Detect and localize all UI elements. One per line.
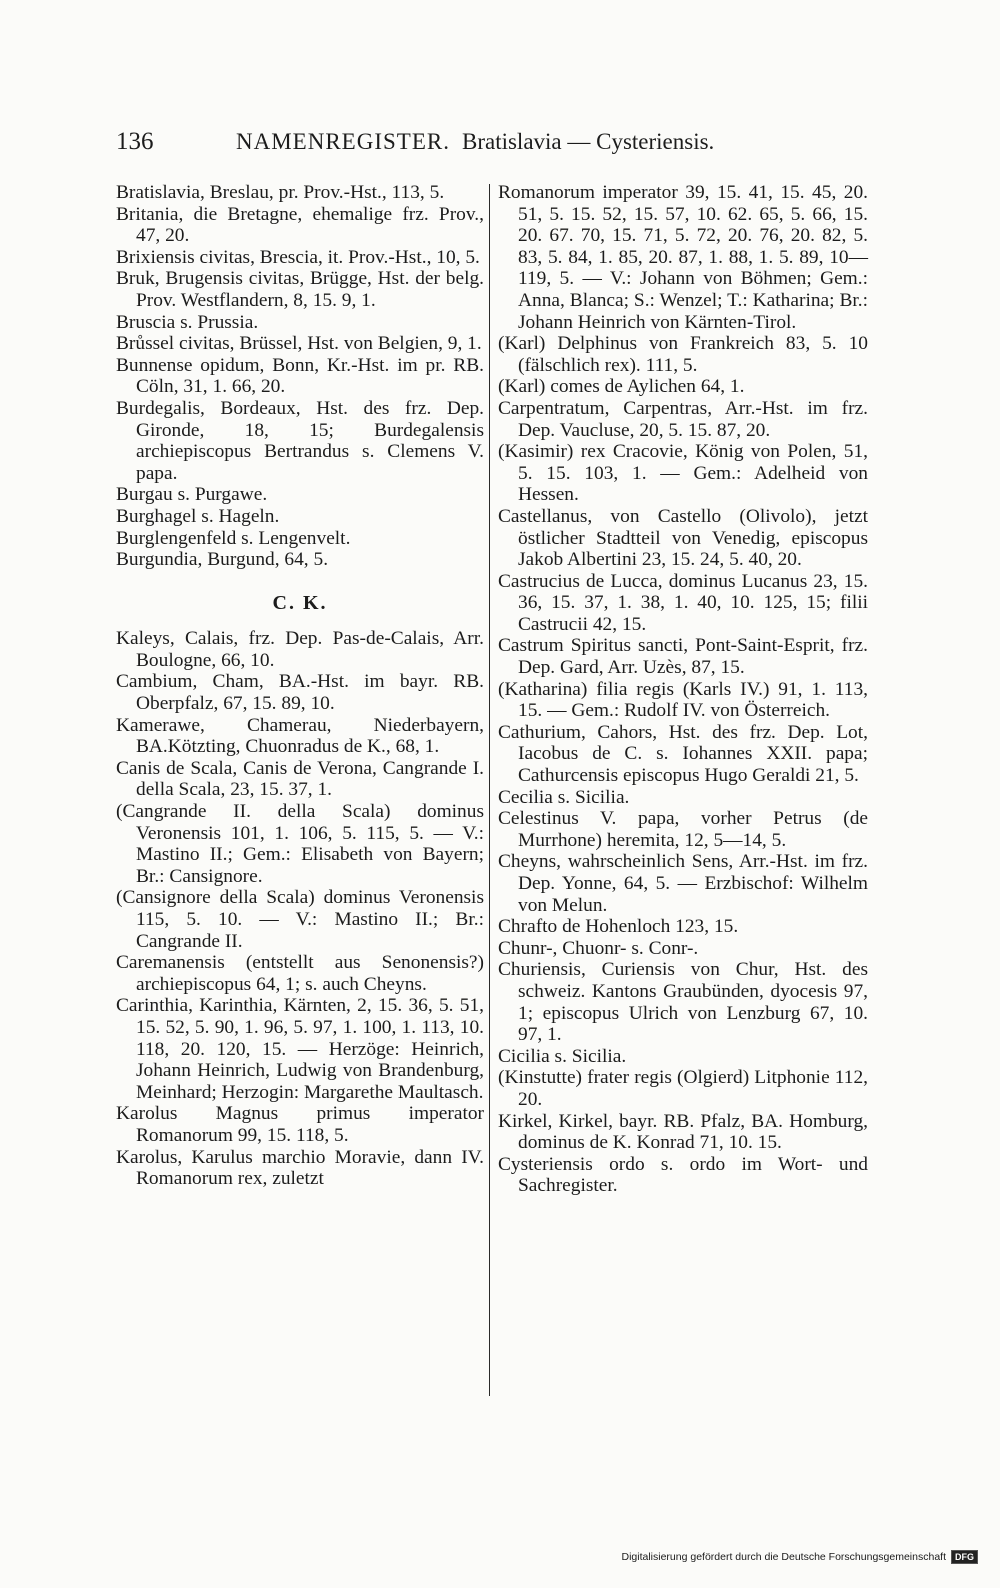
index-entry: Britania, die Bretagne, ehemalige frz. Prov., 47, 20.	[116, 203, 484, 247]
index-entry: Brůssel civitas, Brüssel, Hst. von Belgien, 9, 1.	[116, 333, 482, 355]
index-entry: Burgau s. Purgawe.	[116, 484, 268, 506]
index-entry: Canis de Scala, Canis de Verona, Cangrande I. della Scala, 23, 15. 37, 1.	[116, 757, 484, 801]
index-entry: Brixiensis civitas, Brescia, it. Prov.-Hst., 10, 5.	[116, 246, 480, 268]
index-entry: Cheyns, wahrscheinlich Sens, Arr.-Hst. im frz. Dep. Yonne, 64, 5. — Erzbischof: Wilhelm von Melun.	[498, 851, 868, 916]
index-entry: Bratislavia, Breslau, pr. Prov.-Hst., 113, 5.	[116, 182, 445, 203]
right-column	[498, 182, 868, 1197]
index-entry: Cathurium, Cahors, Hst. des frz. Dep. Lot, Iacobus de C. s. Iohannes XXII. papa; Cathurcensis episcopus Hugo Geraldi 21, 5.	[498, 721, 868, 787]
index-entry: Cicilia s. Sicilia.	[498, 1045, 627, 1067]
left-column-entries-b	[116, 182, 484, 571]
index-entry: (Cangrande II. della Scala) dominus Veronensis 101, 1. 106, 5. 115, 5. — V.: Mastino II.; Gem.: Elisabeth von Bayern; Br.: Cansignore.	[116, 801, 484, 887]
page-header	[116, 128, 868, 156]
index-entry: Carpentratum, Carpentras, Arr.-Hst. im frz. Dep. Vaucluse, 20, 5. 15. 87, 20.	[498, 397, 868, 441]
index-entry: Bruk, Brugensis civitas, Brügge, Hst. der belg. Prov. Westflandern, 8, 15. 9, 1.	[116, 268, 484, 311]
index-entry: Castellanus, von Castello (Olivolo), jetzt östlicher Stadtteil von Venedig, episcopus Jakob Albertini 23, 15. 24, 5. 40, 20.	[498, 505, 868, 571]
index-entry: Kaleys, Calais, frz. Dep. Pas-de-Calais, Arr. Boulogne, 66, 10.	[116, 628, 484, 671]
index-entry: (Karl) Delphinus von Frankreich 83, 5. 10 (fälschlich rex). 111, 5.	[498, 333, 868, 376]
section-heading: C. K.	[272, 591, 328, 614]
index-entry: (Karl) comes de Aylichen 64, 1.	[498, 376, 745, 398]
funding-credit: Digitalisierung gefördert durch die Deutsche Forschungsgemeinschaft	[621, 1551, 946, 1563]
index-entry: Castrucius de Lucca, dominus Lucanus 23, 15. 36, 15. 37, 1. 38, 1. 40, 10. 125, 15; filii Castrucii 42, 15.	[498, 570, 868, 635]
index-entry: Churiensis, Curiensis von Chur, Hst. des schweiz. Kantons Graubünden, dyocesis 97, 1; episcopus Ulrich von Lenzburg 67, 10. 97, 1.	[498, 959, 868, 1046]
dfg-logo: DFG	[951, 1550, 978, 1564]
index-entry: Castrum Spiritus sancti, Pont-Saint-Esprit, frz. Dep. Gard, Arr. Uzès, 87, 15.	[498, 635, 868, 679]
index-entry: Burghagel s. Hageln.	[116, 505, 280, 527]
index-entry: Cambium, Cham, BA.-Hst. im bayr. RB. Oberpfalz, 67, 15. 89, 10.	[116, 671, 484, 715]
footer	[621, 1550, 978, 1564]
index-entry: Kirkel, Kirkel, bayr. RB. Pfalz, BA. Homburg, dominus de K. Konrad 71, 10. 15.	[498, 1110, 868, 1154]
index-entry: Cecilia s. Sicilia.	[498, 786, 630, 808]
index-entry: Celestinus V. papa, vorher Petrus (de Murrhone) heremita, 12, 5—14, 5.	[498, 808, 868, 851]
index-entry: Burglengenfeld s. Lengenvelt.	[116, 527, 351, 549]
index-entry: (Cansignore della Scala) dominus Veronensis 115, 5. 10. — V.: Mastino II.; Br.: Cangrande II.	[116, 887, 484, 952]
index-entry: Chrafto de Hohenloch 123, 15.	[498, 916, 739, 938]
entry-range: Bratislavia — Cysteriensis.	[461, 129, 715, 154]
index-entry: Burdegalis, Bordeaux, Hst. des frz. Dep. Gironde, 18, 15; Burdegalensis archiepiscopus Bertrandus s. Clemens V. papa.	[116, 397, 484, 484]
index-entry: Karolus, Karulus marchio Moravie, dann IV. Romanorum rex, zuletzt	[116, 1146, 484, 1190]
running-title: NAMENREGISTER.	[236, 129, 450, 154]
column-divider	[489, 184, 490, 1396]
index-entry: Chunr-, Chuonr- s. Conr-.	[498, 937, 699, 959]
index-entry: (Katharina) filia regis (Karls IV.) 91, 1. 113, 15. — Gem.: Rudolf IV. von Österreich.	[498, 678, 868, 722]
index-entry: Kamerawe, Chamerau, Niederbayern, BA.Kötzting, Chuonradus de K., 68, 1.	[116, 714, 484, 758]
index-entry: (Kasimir) rex Cracovie, König von Polen, 51, 5. 15. 103, 1. — Gem.: Adelheid von Hessen.	[498, 441, 868, 506]
index-entry: Bunnense opidum, Bonn, Kr.-Hst. im pr. RB. Cöln, 31, 1. 66, 20.	[116, 354, 484, 398]
index-entry: Karolus Magnus primus imperator Romanorum 99, 15. 118, 5.	[116, 1103, 484, 1146]
left-column-entries-ck	[116, 628, 484, 1189]
index-entry: Burgundia, Burgund, 64, 5.	[116, 549, 329, 571]
index-entry: (Kinstutte) frater regis (Olgierd) Litphonie 112, 20.	[498, 1067, 868, 1110]
index-entry: Cysteriensis ordo s. ordo im Wort- und Sachregister.	[498, 1153, 868, 1197]
page-number: 136	[116, 128, 154, 155]
index-entry: Romanorum imperator 39, 15. 41, 15. 45, 20. 51, 5. 15. 52, 15. 57, 10. 62. 65, 5. 66, 15. 20. 67. 70, 15. 71, 5. 72, 20. 76, 20. 82, 5. 83, 5. 84, 1. 85, 20. 87, 1. 88, 1. 5. 89, 10—119, 5. — V.: Johann von Böhmen; Gem.: Anna, Blanca; S.: Wenzel; T.: Katharina; Br.: Johann Heinrich von Kärnten-Tirol.	[498, 182, 868, 333]
left-column	[116, 182, 484, 1190]
index-entry: Bruscia s. Prussia.	[116, 311, 259, 333]
index-entry: Caremanensis (entstellt aus Senonensis?) archiepiscopus 64, 1; s. auch Cheyns.	[116, 952, 484, 995]
index-entry: Carinthia, Karinthia, Kärnten, 2, 15. 36, 5. 51, 15. 52, 5. 90, 1. 96, 5. 97, 1. 100, 1. 113, 10. 118, 20. 120, 15. — Herzöge: Heinrich, Johann Heinrich, Ludwig von Brandenburg, Meinhard; Herzogin: Margarethe Maultasch.	[116, 995, 484, 1103]
right-column-entries	[498, 182, 868, 1197]
